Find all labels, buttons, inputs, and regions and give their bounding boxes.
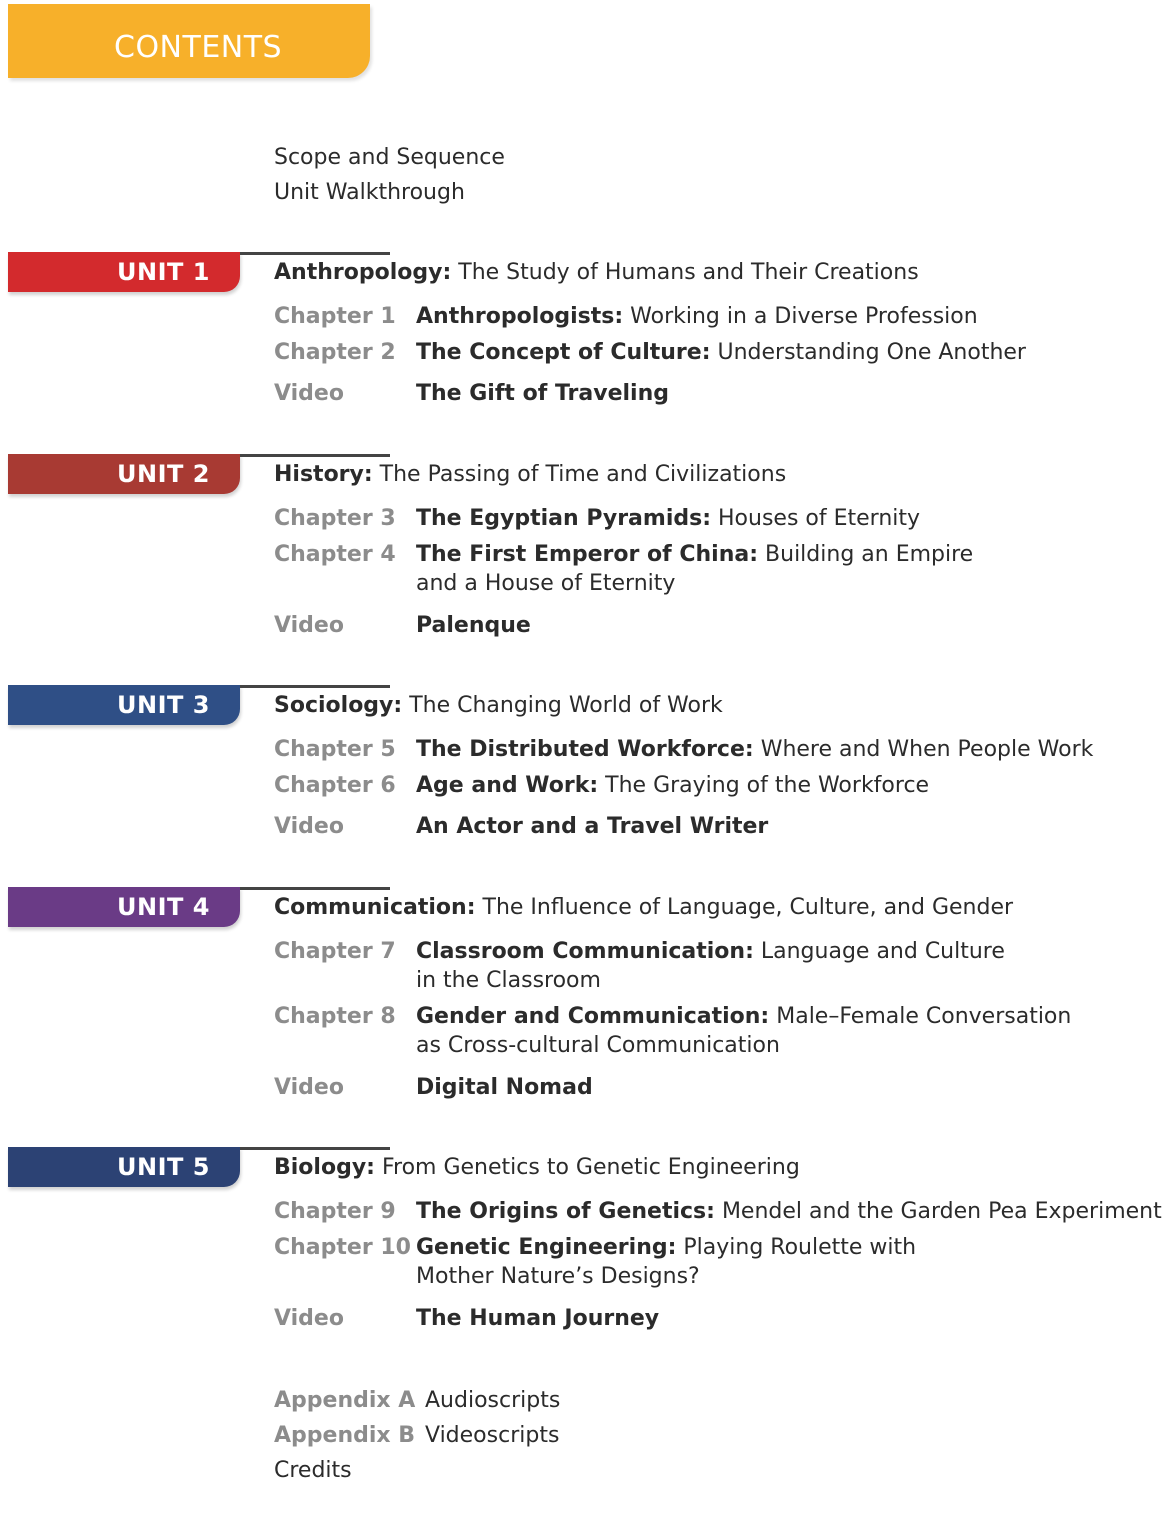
toc-entry-credits[interactable]: Credits <box>274 1458 352 1483</box>
chapter-label: Chapter 1 <box>274 304 396 329</box>
unit-divider <box>240 685 390 688</box>
video-title: The Human Journey <box>416 1306 660 1331</box>
chapter-title: Anthropologists: <box>416 304 624 329</box>
unit-tab[interactable] <box>8 685 240 725</box>
unit-label: UNIT 1 <box>117 258 210 286</box>
chapter-label: Chapter 10 <box>274 1235 411 1260</box>
unit-subtitle: The Changing World of Work <box>409 693 723 718</box>
video-title: The Gift of Traveling <box>416 381 669 406</box>
toc-entry-scope-and-sequence[interactable]: Scope and Sequence <box>274 145 505 170</box>
unit-subtitle: From Genetics to Genetic Engineering <box>381 1155 800 1180</box>
chapter-desc: Working in a Diverse Profession <box>630 304 978 329</box>
page-title: CONTENTS <box>114 30 283 65</box>
unit-divider <box>240 454 390 457</box>
chapter-desc: Houses of Eternity <box>718 506 921 531</box>
appendix-label: Appendix A <box>274 1388 416 1413</box>
video-label: Video <box>274 1306 344 1331</box>
chapter-desc: Language and Culture in the Classroom <box>416 939 1005 993</box>
unit-title[interactable] <box>274 693 723 718</box>
unit-tab[interactable] <box>8 1147 240 1187</box>
unit-title[interactable] <box>274 895 1013 920</box>
unit-title[interactable] <box>274 1155 800 1180</box>
chapter-title: The Egyptian Pyramids: <box>416 506 712 531</box>
unit-tab[interactable] <box>8 252 240 292</box>
video-title: Palenque <box>416 613 531 638</box>
appendix-title: Audioscripts <box>425 1388 561 1413</box>
chapter-title: The Distributed Workforce: <box>416 737 754 762</box>
chapter-label: Chapter 3 <box>274 506 396 531</box>
video-label: Video <box>274 381 344 406</box>
unit-subtitle: The Passing of Time and Civilizations <box>379 462 787 487</box>
chapter-title: The Origins of Genetics: <box>416 1199 715 1224</box>
appendix-label: Appendix B <box>274 1423 416 1448</box>
chapter-title: Genetic Engineering: <box>416 1235 677 1260</box>
chapter-label: Chapter 4 <box>274 542 396 567</box>
video-label: Video <box>274 613 344 638</box>
chapter-desc: Understanding One Another <box>717 340 1026 365</box>
chapter-label: Chapter 7 <box>274 939 396 964</box>
unit-subtitle: The Study of Humans and Their Creations <box>458 260 919 285</box>
unit-divider <box>240 1147 390 1150</box>
chapter-desc: The Graying of the Workforce <box>605 773 930 798</box>
toc-entry-appendix-a[interactable] <box>274 1383 561 1418</box>
chapter-title: Classroom Communication: <box>416 939 754 964</box>
chapter-label: Chapter 9 <box>274 1199 396 1224</box>
unit-divider <box>240 887 390 890</box>
unit-subject: Biology: <box>274 1155 375 1180</box>
chapter-label: Chapter 6 <box>274 773 396 798</box>
video-label: Video <box>274 1075 344 1100</box>
unit-tab[interactable] <box>8 454 240 494</box>
toc-entry-unit-walkthrough[interactable]: Unit Walkthrough <box>274 180 465 205</box>
chapter-title: The Concept of Culture: <box>416 340 711 365</box>
chapter-desc: Mendel and the Garden Pea Experiment <box>721 1199 1162 1224</box>
video-title: Digital Nomad <box>416 1075 593 1100</box>
back-matter <box>274 1383 561 1488</box>
unit-title[interactable] <box>274 462 786 487</box>
unit-subject: History: <box>274 462 373 487</box>
unit-title[interactable] <box>274 260 919 285</box>
unit-tab[interactable] <box>8 887 240 927</box>
unit-label: UNIT 3 <box>117 691 210 719</box>
chapter-desc: Male–Female Conversation as Cross-cultural Communication <box>416 1004 1072 1058</box>
toc-entry-appendix-b[interactable] <box>274 1418 560 1453</box>
unit-subject: Anthropology: <box>274 260 452 285</box>
chapter-desc: Building an Empire and a House of Eternity <box>416 542 974 596</box>
unit-subject: Communication: <box>274 895 476 920</box>
chapter-label: Chapter 8 <box>274 1004 396 1029</box>
chapter-label: Chapter 2 <box>274 340 396 365</box>
unit-label: UNIT 5 <box>117 1153 210 1181</box>
contents-header-tab <box>8 4 370 78</box>
unit-label: UNIT 4 <box>117 893 210 921</box>
unit-divider <box>240 252 390 255</box>
unit-subtitle: The Influence of Language, Culture, and Gender <box>482 895 1014 920</box>
chapter-label: Chapter 5 <box>274 737 396 762</box>
chapter-desc: Playing Roulette with Mother Nature’s Designs? <box>416 1235 917 1289</box>
front-matter <box>274 140 505 210</box>
unit-subject: Sociology: <box>274 693 403 718</box>
unit-label: UNIT 2 <box>117 460 210 488</box>
video-title: An Actor and a Travel Writer <box>416 814 769 839</box>
appendix-title: Videoscripts <box>425 1423 560 1448</box>
chapter-desc: Where and When People Work <box>760 737 1094 762</box>
chapter-title: Age and Work: <box>416 773 599 798</box>
chapter-title: The First Emperor of China: <box>416 542 759 567</box>
video-label: Video <box>274 814 344 839</box>
chapter-title: Gender and Communication: <box>416 1004 770 1029</box>
